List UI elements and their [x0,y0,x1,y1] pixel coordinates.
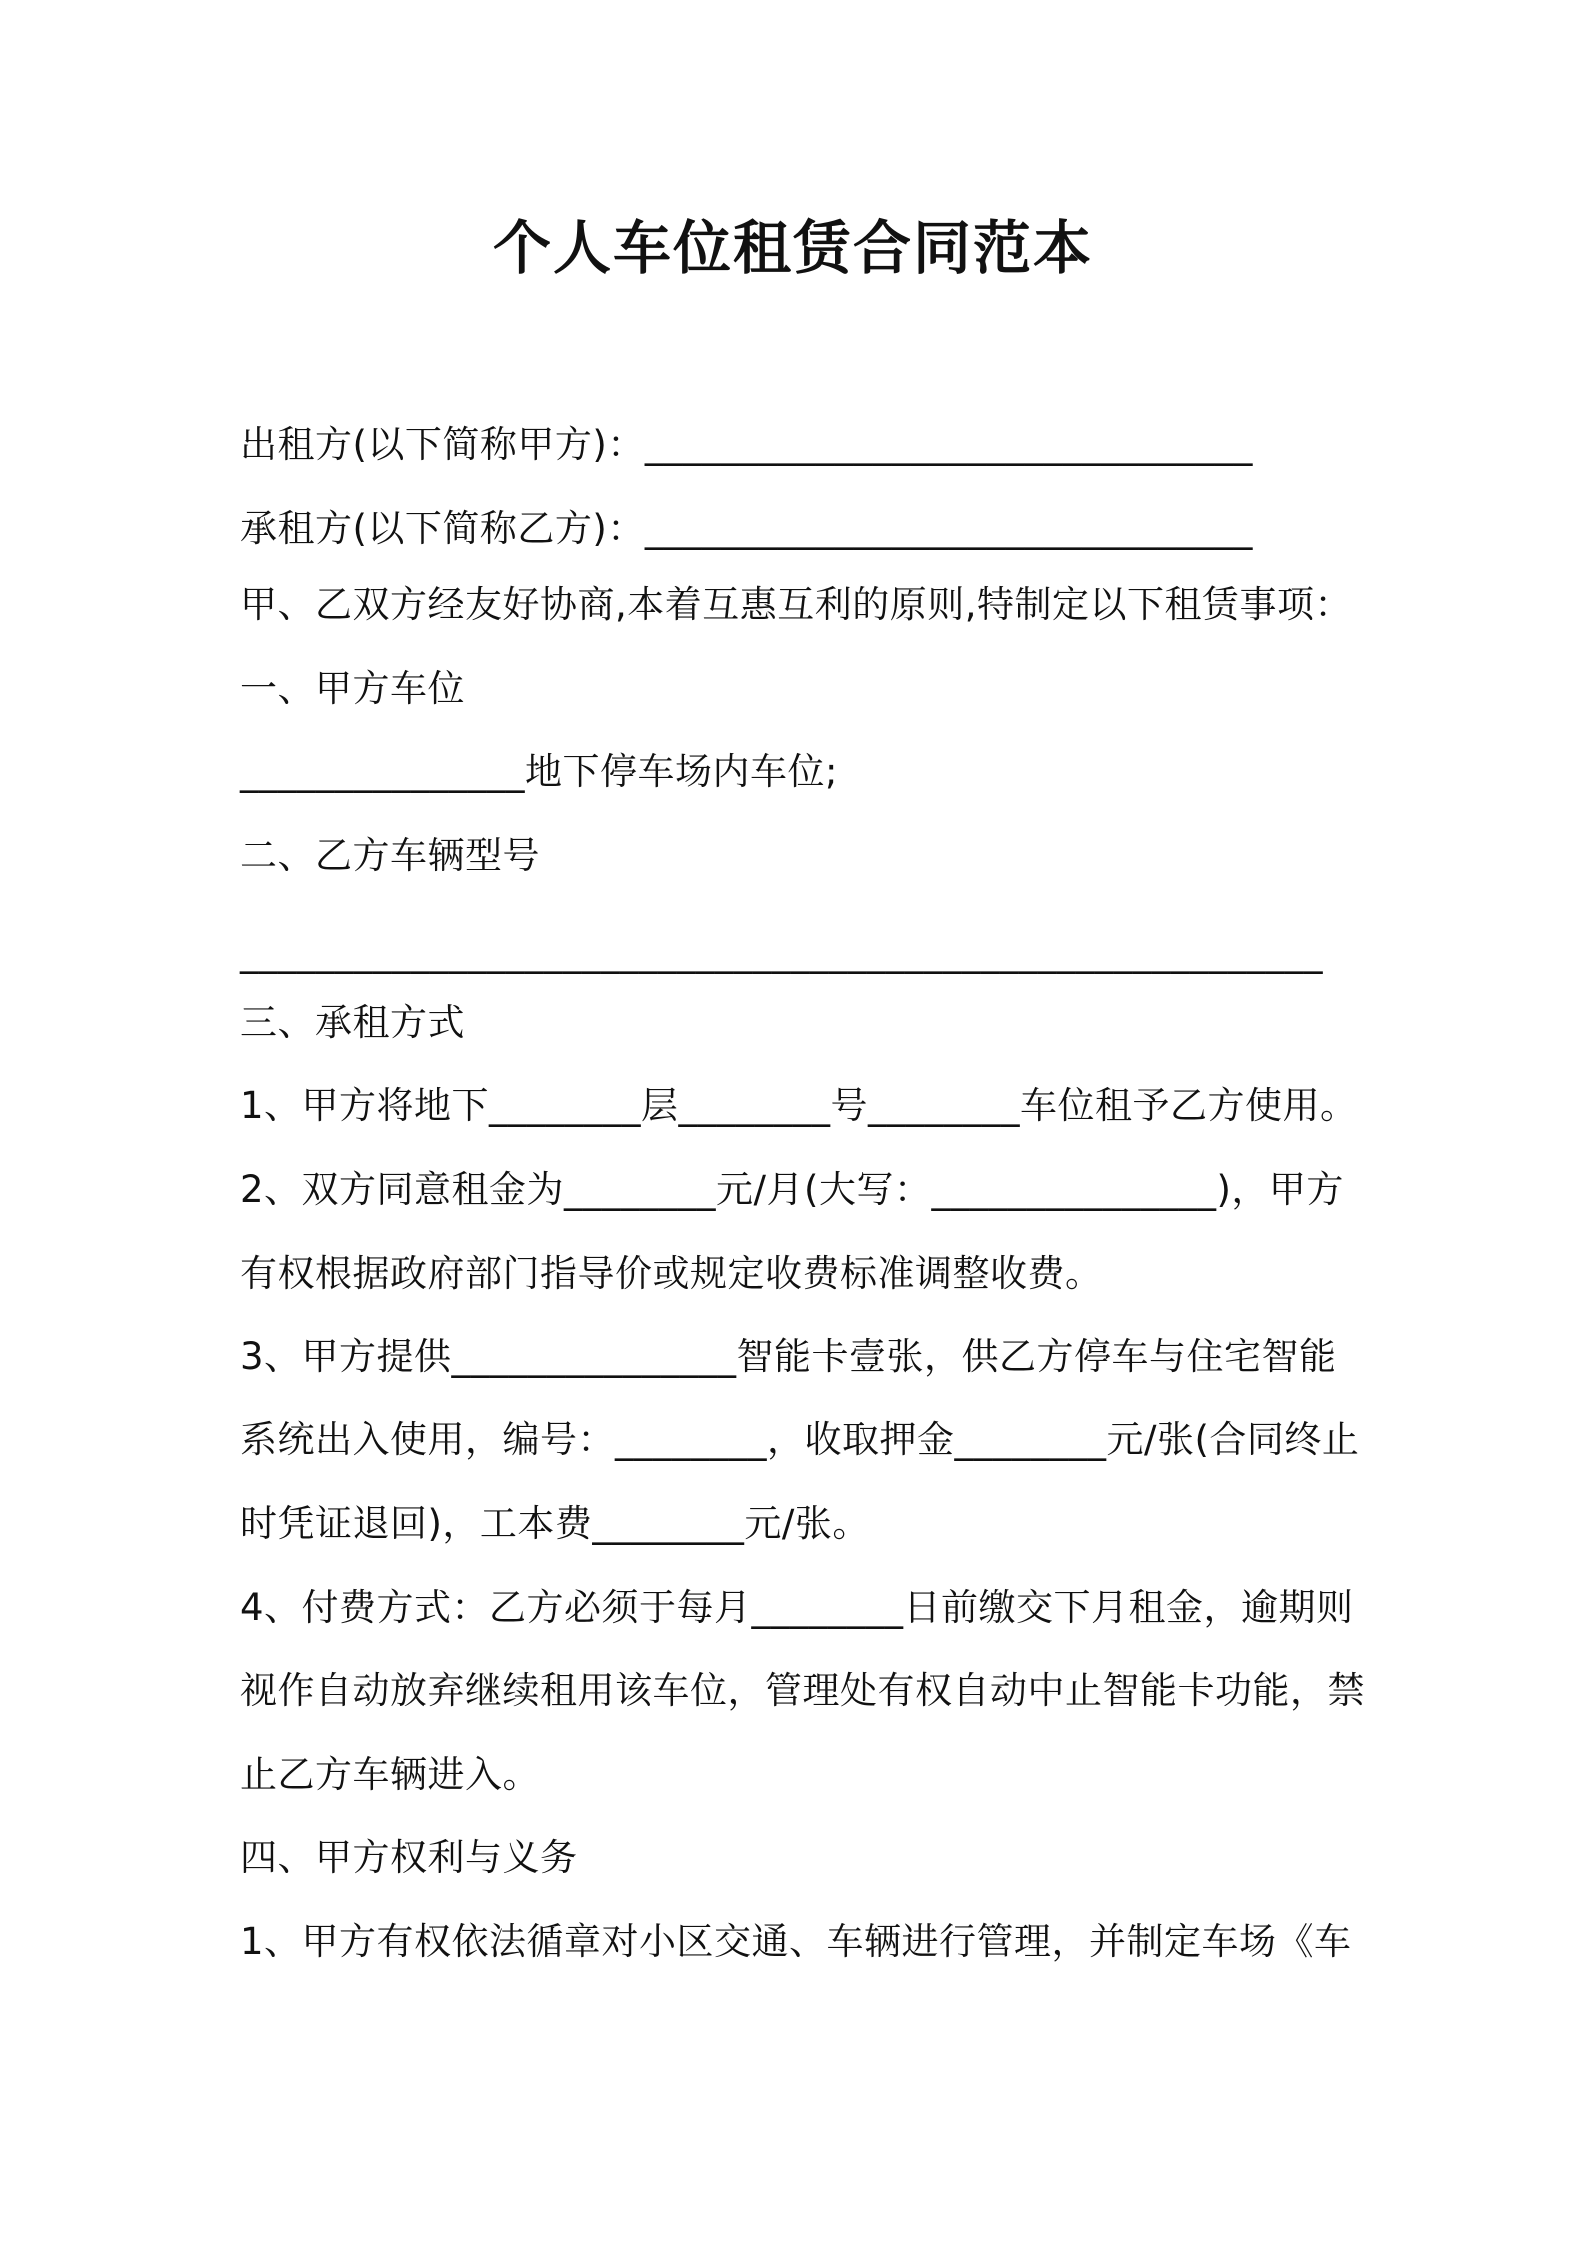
vehicle-model-blank: _________________________________________________________ [240,931,1323,974]
section-2-heading: 二、乙方车辆型号 [240,834,540,877]
section-3-heading: 三、承租方式 [240,1001,465,1044]
clause-3-2-line-1: 2、双方同意租金为________元/月(大写：_______________)，甲方 [240,1168,1344,1211]
lessee-line: 承租方(以下简称乙方)：________________________________ [240,507,1253,550]
section-1-heading: 一、甲方车位 [240,667,465,710]
clause-3-4-line-3: 止乙方车辆进入。 [240,1753,540,1796]
preamble-line: 甲、乙双方经友好协商,本着互惠互利的原则,特制定以下租赁事项： [240,583,1353,626]
clause-3-3-line-1: 3、甲方提供_______________智能卡壹张，供乙方停车与住宅智能 [240,1335,1337,1378]
document-title: 个人车位租赁合同范本 [492,214,1093,282]
clause-3-2-line-2: 有权根据政府部门指导价或规定收费标准调整收费。 [240,1252,1103,1295]
lessor-line: 出租方(以下简称甲方)：________________________________ [240,423,1253,466]
clause-3-3-line-2: 系统出入使用，编号：________，收取押金________元/张(合同终止 [240,1418,1360,1461]
clause-3-4-line-1: 4、付费方式：乙方必须于每月________日前缴交下月租金，逾期则 [240,1586,1354,1629]
clause-3-4-line-2: 视作自动放弃继续租用该车位，管理处有权自动中止智能卡功能，禁 [240,1669,1365,1712]
section-4-heading: 四、甲方权利与义务 [240,1836,578,1879]
clause-3-3-line-3: 时凭证退回)，工本费________元/张。 [240,1502,870,1545]
parking-location-line: _______________地下停车场内车位; [240,750,838,793]
clause-4-1-line-1: 1、甲方有权依法循章对小区交通、车辆进行管理，并制定车场《车 [240,1920,1352,1963]
clause-3-1: 1、甲方将地下________层________号________车位租予乙方使用。 [240,1084,1358,1127]
